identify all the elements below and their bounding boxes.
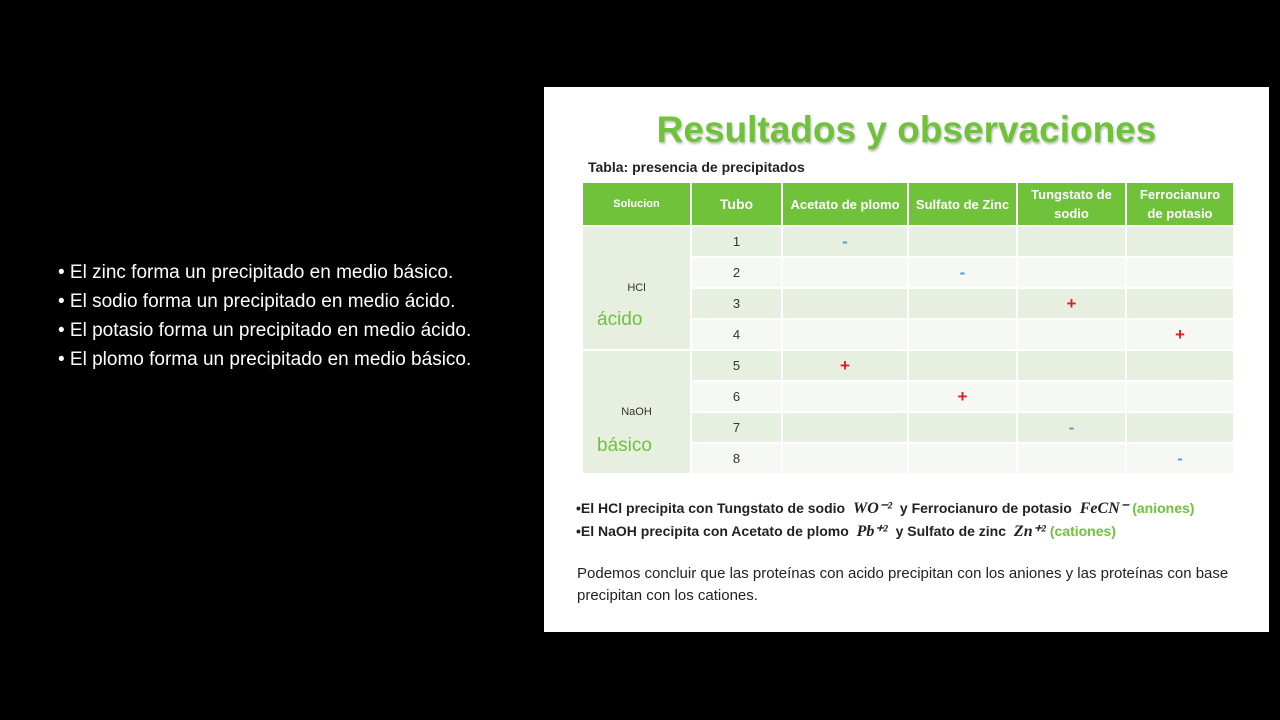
formula-pb: Pb⁺² xyxy=(856,523,888,540)
table-row xyxy=(582,226,1234,257)
result-cell xyxy=(908,257,1017,288)
results-image-panel xyxy=(544,87,1269,632)
header-sulfato-zinc: Sulfato de Zinc xyxy=(908,182,1017,226)
table-row xyxy=(582,350,1234,381)
formula-zn: Zn⁺² xyxy=(1013,523,1046,540)
result-cell xyxy=(1017,226,1126,257)
result-cell xyxy=(782,412,908,443)
bullet-list xyxy=(58,258,538,374)
result-cell xyxy=(908,319,1017,350)
tubo-cell: 1 xyxy=(691,226,782,257)
group-medium-label: básico xyxy=(597,435,652,456)
formula-wo: WO⁻² xyxy=(853,500,893,517)
result-cell xyxy=(782,319,908,350)
result-cell xyxy=(908,412,1017,443)
result-cell xyxy=(1126,257,1234,288)
header-tubo: Tubo xyxy=(691,182,782,226)
group-cell xyxy=(582,226,691,350)
result-cell xyxy=(908,443,1017,474)
result-cell xyxy=(908,226,1017,257)
note-naoh-tag: (cationes) xyxy=(1049,523,1116,539)
result-cell xyxy=(782,381,908,412)
note-hcl-text: •El HCl precipita con Tungstato de sodio xyxy=(576,500,846,516)
result-cell xyxy=(1126,350,1234,381)
notes xyxy=(576,497,1194,543)
result-cell xyxy=(1017,381,1126,412)
result-cell xyxy=(1017,350,1126,381)
bullet-sodio: • El sodio forma un precipitado en medio ácido. xyxy=(58,291,456,312)
conclusion-text: Podemos concluir que las proteínas con acido precipitan con los aniones y las proteínas con base precipitan con los cationes. xyxy=(577,565,1229,604)
minus-mark: - xyxy=(842,231,848,251)
tubo-cell: 4 xyxy=(691,319,782,350)
result-cell xyxy=(908,288,1017,319)
result-cell xyxy=(908,381,1017,412)
note-naoh-text2: y Sulfato de zinc xyxy=(895,523,1007,539)
result-cell xyxy=(1126,319,1234,350)
tubo-cell: 5 xyxy=(691,350,782,381)
header-tungstato-sodio: Tungstato de sodio xyxy=(1017,182,1126,226)
result-cell xyxy=(1126,443,1234,474)
group-solution: NaOH xyxy=(621,406,652,418)
tubo-cell: 2 xyxy=(691,257,782,288)
result-cell xyxy=(1126,226,1234,257)
note-naoh-text: •El NaOH precipita con Acetato de plomo xyxy=(576,523,849,539)
note-hcl xyxy=(576,497,1194,520)
plus-mark: + xyxy=(1066,293,1077,313)
table-body xyxy=(582,226,1234,474)
group-medium-label: ácido xyxy=(597,309,643,330)
minus-mark: - xyxy=(1068,417,1075,437)
note-naoh xyxy=(576,520,1194,543)
result-cell xyxy=(1017,319,1126,350)
note-hcl-tag: (aniones) xyxy=(1132,500,1195,516)
precipitates-table xyxy=(581,181,1235,475)
result-cell xyxy=(908,350,1017,381)
result-cell xyxy=(782,443,908,474)
formula-fecn: FeCN⁻ xyxy=(1079,500,1129,517)
plus-mark: + xyxy=(1175,324,1185,344)
result-cell xyxy=(1017,412,1126,443)
tubo-cell: 3 xyxy=(691,288,782,319)
result-cell xyxy=(782,350,908,381)
result-cell xyxy=(1017,288,1126,319)
tubo-cell: 8 xyxy=(691,443,782,474)
header-solucion: Solucion xyxy=(582,182,691,226)
result-cell xyxy=(1126,412,1234,443)
minus-mark: - xyxy=(959,262,966,282)
result-cell xyxy=(1017,257,1126,288)
minus-mark: - xyxy=(1177,448,1183,468)
plus-mark: + xyxy=(957,386,968,406)
bullet-plomo: • El plomo forma un precipitado en medio básico. xyxy=(58,349,472,370)
panel-title: Resultados y observaciones xyxy=(656,109,1157,150)
result-cell xyxy=(782,257,908,288)
group-solution: HCl xyxy=(627,282,646,294)
result-cell xyxy=(1126,381,1234,412)
table-caption: Tabla: presencia de precipitados xyxy=(588,159,805,175)
header-acetato-plomo: Acetato de plomo xyxy=(782,182,908,226)
result-cell xyxy=(782,288,908,319)
bullet-zinc: • El zinc forma un precipitado en medio básico. xyxy=(58,262,454,283)
header-ferrocianuro-potasio: Ferrocianuro de potasio xyxy=(1126,182,1234,226)
group-cell xyxy=(582,350,691,474)
note-hcl-text2: y Ferrocianuro de potasio xyxy=(899,500,1072,516)
table-header-row xyxy=(582,182,1234,226)
tubo-cell: 7 xyxy=(691,412,782,443)
bullet-potasio: • El potasio forma un precipitado en medio ácido. xyxy=(58,320,472,341)
result-cell xyxy=(1017,443,1126,474)
result-cell xyxy=(1126,288,1234,319)
result-cell xyxy=(782,226,908,257)
plus-mark: + xyxy=(840,355,850,375)
tubo-cell: 6 xyxy=(691,381,782,412)
